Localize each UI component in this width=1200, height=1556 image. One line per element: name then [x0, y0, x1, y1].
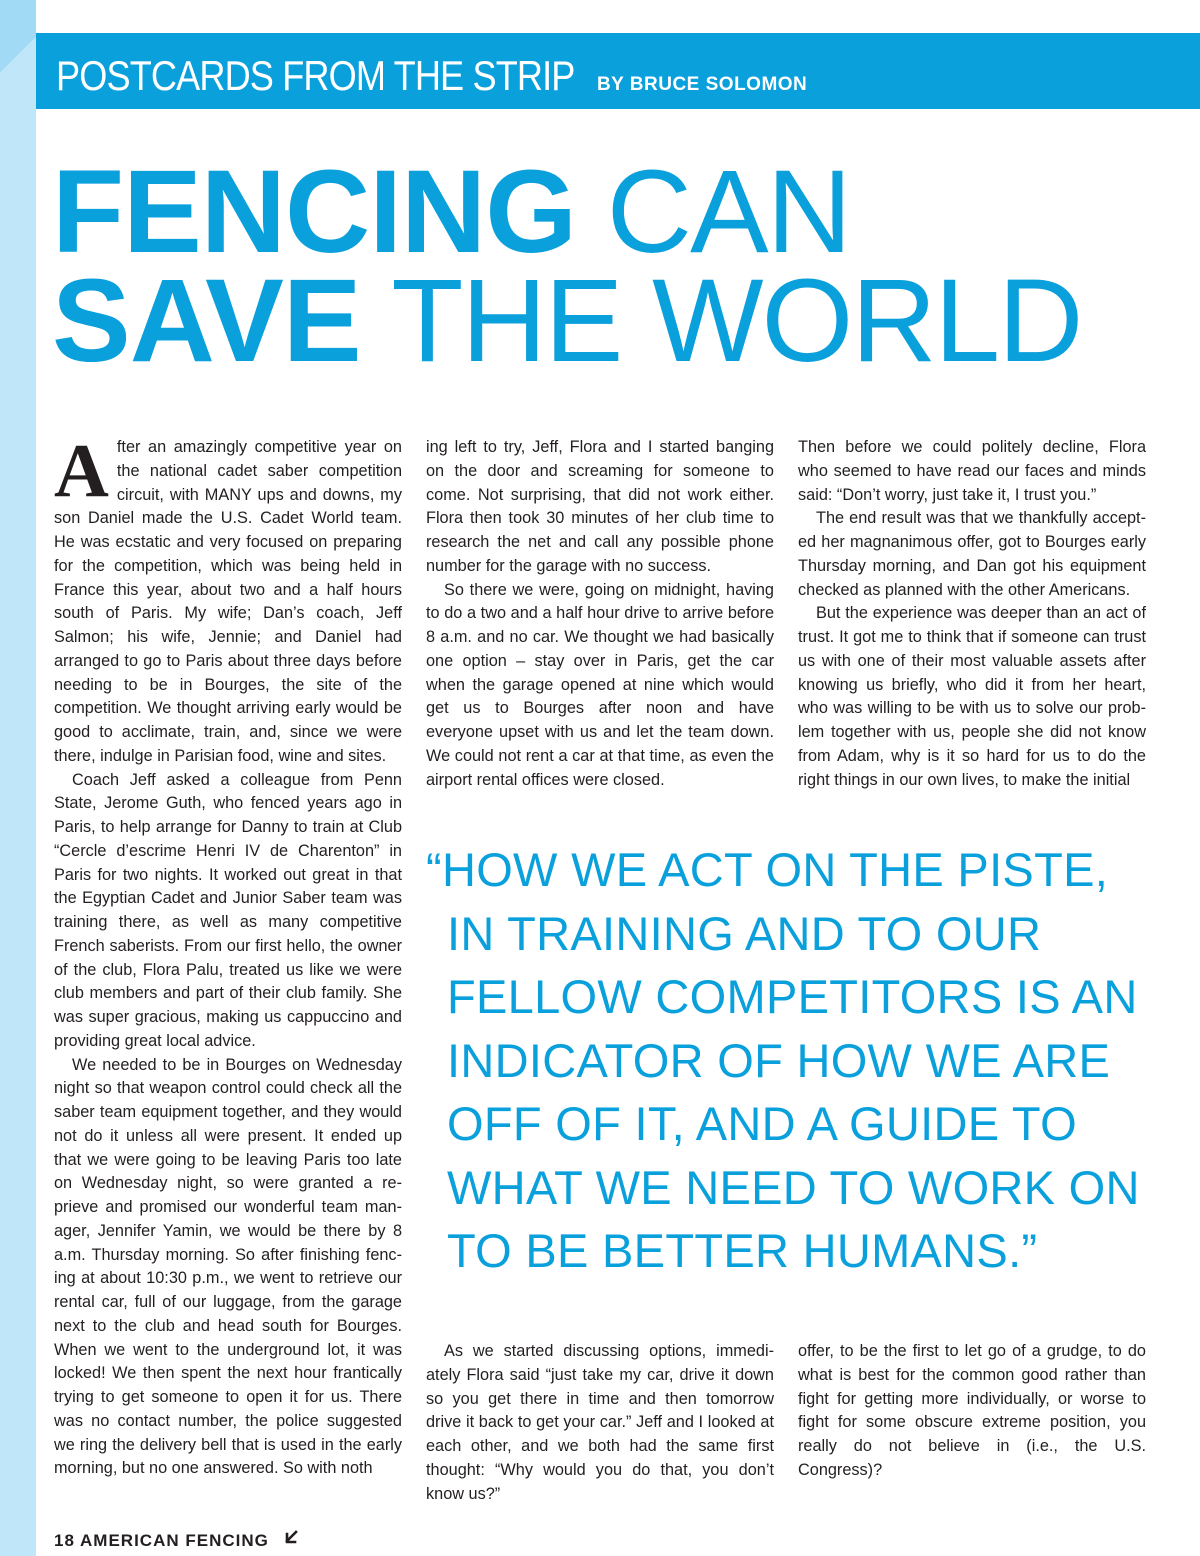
article-column-3-continued: [798, 1340, 1146, 1483]
pull-quote: [426, 838, 1146, 1283]
pull-quote-line: FELLOW COMPETITORS IS AN: [447, 970, 1138, 1023]
headline-bold-word-2: SAVE: [52, 254, 361, 387]
page-footer: [54, 1530, 299, 1551]
corner-fold-decoration: [0, 0, 36, 110]
page-number: 18: [54, 1531, 75, 1550]
pull-quote-line: TO BE BETTER HUMANS.”: [447, 1224, 1038, 1277]
pull-quote-line: IN TRAINING AND TO OUR: [447, 906, 1042, 960]
headline-line-1: [52, 146, 1081, 278]
magazine-name: AMERICAN FENCING: [80, 1531, 269, 1550]
paragraph: ing left to try, Jeff, Flora and I started banging on the door and screaming for someone to come. Not surprising, that did not work either. Flora then took 30 minutes of her club time to research the net and call any possible phone number for the garage with no success.: [426, 438, 774, 575]
arrow-down-left-icon: [283, 1530, 299, 1551]
pull-quote-line: WHAT WE NEED TO WORK ON: [447, 1160, 1140, 1214]
paragraph: We needed to be in Bourges on Wednesday night so that weapon control could check all the saber team equipment together, and they would not do it unless all were present. It ended up that we were going to be leaving Paris too late on Wednesday night, so were granted a reprieve and promised our wonderful team manager, Jennifer Yamin, we would be there by 8 a.m. Thursday morning. So after finishing fencing at about 10:30 p.m., we went to retrieve our rental car, full of our luggage, from the garage next to the club and head south for Bourges. When we went to the underground lot, it was locked! We then spent the next hour frantically trying to get someone to open it for us. There was no contact number, the police suggested we ring the delivery bell that is used in the early morning, but no one answered. So with noth: [54, 1055, 402, 1478]
drop-cap: A: [54, 429, 109, 513]
section-title: POSTCARDS FROM THE STRIP: [56, 52, 575, 99]
headline-bold-word-1: FENCING: [52, 146, 576, 278]
paragraph: So there we were, going on midnight, having to do a two and a half hour drive to arrive before 8 a.m. and no car. We thought we had basically one option – stay over in Paris, get the car when the garage opened at nine which would get us to Bourges after noon and have everyone upset with us and let the team down. We could not rent a car at that time, as even the airport rental offices were closed.: [426, 580, 774, 789]
paragraph: Then before we could politely decline, Flora who seemed to have read our faces and minds said: “Don’t worry, just take it, I trust you.”: [798, 438, 1146, 504]
pull-quote-line: INDICATOR OF HOW WE ARE: [447, 1033, 1111, 1087]
paragraph: As we started discussing options, immediately Flora said “just take my car, drive it down so you get there in time and then tomorrow drive it back to get your car.” Jeff and I looked at each other, and we both had the same first thought: “Why would you do that, you don’t know us?”: [426, 1342, 774, 1503]
paragraph-text: fter an amazingly competitive year on the national cadet saber competition circuit, with MANY ups and downs, my son Daniel made the U.S. Cadet World team. He was ecstatic and very focused on preparing for the competition, which was being held in France this year, about two and a half hours south of Paris. My wife; Dan’s coach, Jeff Salmon; his wife, Jennie; and Daniel had arranged to go to Paris about three days before needing to be in Bourges, the site of the competition. We thought arriving early would be good to acclimate, train, and, since we were there, indulge in Parisian food, wine and sites.: [54, 438, 402, 765]
headline-light-word-1: CAN: [606, 146, 850, 278]
side-color-strip: [0, 0, 36, 1556]
paragraph: The end result was that we thankfully accepted her magnanimous offer, got to Bourges early Thursday morning, and Dan got his equipment checked as planned with the other Americans.: [798, 509, 1146, 599]
pull-quote-line: “HOW WE ACT ON THE PISTE,: [426, 843, 1109, 896]
author-byline: BY BRUCE SOLOMON: [596, 74, 808, 95]
article-column-2: [426, 436, 774, 792]
paragraph: But the experience was deeper than an act of trust. It got me to think that if someone can trust us with one of their most valuable assets after knowing us briefly, who did it from her heart, who was willing to be with us to solve our problem together with us, people she did not know from Adam, why is it so hard for us to do the right things in our own lives, to make the initial: [798, 604, 1146, 789]
headline-line-2: [52, 254, 1082, 387]
paragraph: Coach Jeff asked a colleague from Penn State, Jerome Guth, who fenced years ago in Paris, to help arrange for Danny to train at Club “Cercle d’escrime Henri IV de Charenton” in Paris for two nights. It worked out great in that the Egyptian Cadet and Junior Saber team was training there, as well as many competitive French saberists. From our first hello, the owner of the club, Flora Palu, treated us like we were club members and part of their club family. She was super gracious, making us cappuccino and providing great local advice.: [54, 770, 402, 1050]
article-column-2-continued: [426, 1340, 774, 1506]
section-header-bar: [36, 33, 1200, 109]
article-column-1: [54, 429, 402, 1481]
headline-light-word-2: THE WORLD: [391, 254, 1082, 387]
pull-quote-line: OFF OF IT, AND A GUIDE TO: [447, 1097, 1077, 1150]
paragraph: [54, 429, 402, 769]
article-column-3: [798, 436, 1146, 792]
article-headline: [52, 146, 1082, 387]
paragraph: offer, to be the first to let go of a grudge, to do what is best for the common good rather than fight for getting more individually, or worse to fight for some obscure extreme position, you really do not believe in (i.e., the U.S. Congress)?: [798, 1342, 1146, 1479]
